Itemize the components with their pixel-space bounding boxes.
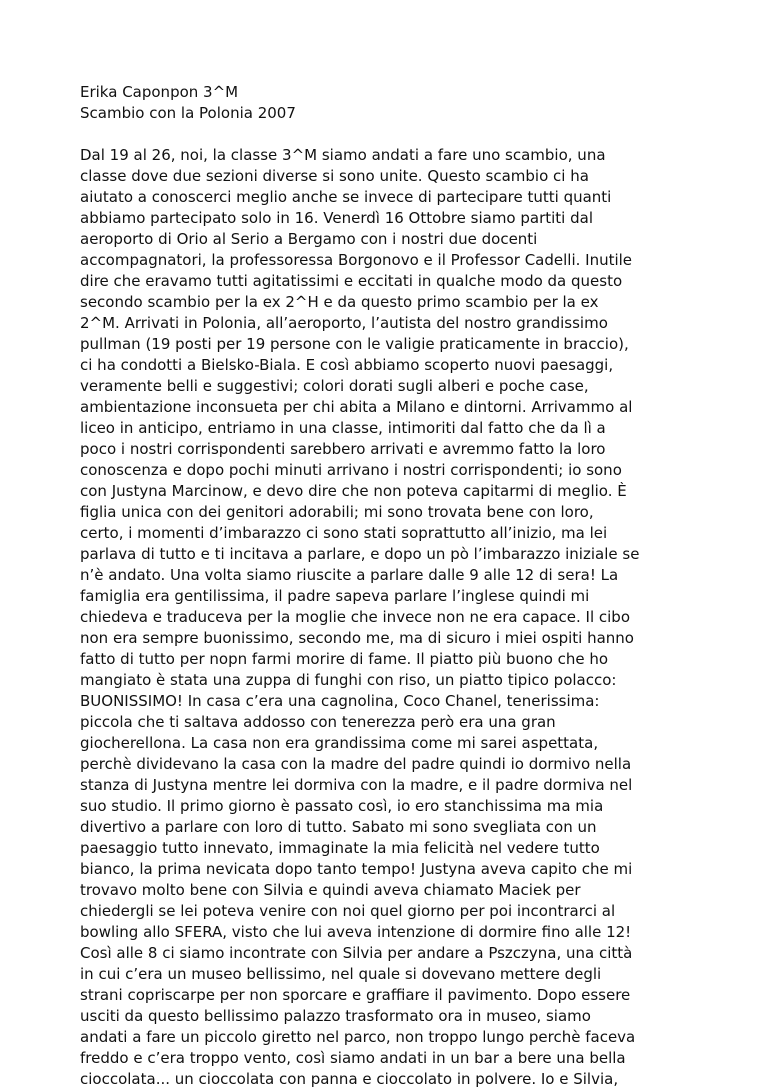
text-line: famiglia era gentilissima, il padre sapeva parlare l’inglese quindi mi [80, 587, 590, 605]
text-line: con Justyna Marcinow, e devo dire che non poteva capitarmi di meglio. È [80, 482, 627, 500]
text-line: mangiato è stata una zuppa di funghi con riso, un piatto tipico polacco: [80, 671, 617, 689]
text-line: classe dove due sezioni diverse si sono unite. Questo scambio ci ha [80, 167, 589, 185]
text-line: poco i nostri corrispondenti sarebbero arrivati e avremmo fatto la loro [80, 440, 606, 458]
text-line: 2^M. Arrivati in Polonia, all’aeroporto, l’autista del nostro grandissimo [80, 314, 608, 332]
text-line: ci ha condotti a Bielsko-Biala. E così abbiamo scoperto nuovi paesaggi, [80, 356, 614, 374]
text-line: andati a fare un piccolo giretto nel parco, non troppo lungo perchè faceva [80, 1028, 636, 1046]
text-line: aiutato a conoscerci meglio anche se invece di partecipare tutti quanti [80, 188, 612, 206]
text-line: Dal 19 al 26, noi, la classe 3^M siamo andati a fare uno scambio, una [80, 146, 606, 164]
text-line: fatto di tutto per nopn farmi morire di fame. Il piatto più buono che ho [80, 650, 609, 668]
text-line: perchè dividevano la casa con la madre del padre quindi io dormivo nella [80, 755, 632, 773]
document-page [80, 82, 696, 1090]
text-line: BUONISSIMO! In casa c’era una cagnolina, Coco Chanel, tenerissima: [80, 692, 600, 710]
text-line: chiedergli se lei poteva venire con noi quel giorno per poi incontrarci al [80, 902, 616, 920]
text-line: chiedeva e traduceva per la moglie che invece non ne era capace. Il cibo [80, 608, 630, 626]
text-line: Così alle 8 ci siamo incontrate con Silvia per andare a Pszczyna, una città [80, 944, 633, 962]
text-line: cioccolata... un cioccolata con panna e cioccolato in polvere. Io e Silvia, [80, 1070, 619, 1088]
document-title: Scambio con la Polonia 2007 [80, 104, 296, 122]
text-line: conoscenza e dopo pochi minuti arrivano i nostri corrispondenti; io sono [80, 461, 622, 479]
text-line: divertivo a parlare con loro di tutto. Sabato mi sono svegliata con un [80, 818, 597, 836]
text-line: giocherellona. La casa non era grandissima come mi sarei aspettata, [80, 734, 599, 752]
body-paragraph [80, 145, 696, 1090]
text-line: stanza di Justyna mentre lei dormiva con la madre, e il padre dormiva nel [80, 776, 633, 794]
text-line: aeroporto di Orio al Serio a Bergamo con i nostri due docenti [80, 230, 538, 248]
text-line: dire che eravamo tutti agitatissimi e eccitati in qualche modo da questo [80, 272, 623, 290]
text-line: certo, i momenti d’imbarazzo ci sono stati soprattutto all’inizio, ma lei [80, 524, 608, 542]
text-line: suo studio. Il primo giorno è passato così, io ero stanchissima ma mia [80, 797, 604, 815]
text-line: figlia unica con dei genitori adorabili; mi sono trovata bene con loro, [80, 503, 594, 521]
text-line: trovavo molto bene con Silvia e quindi aveva chiamato Maciek per [80, 881, 581, 899]
text-line: non era sempre buonissimo, secondo me, ma di sicuro i miei ospiti hanno [80, 629, 634, 647]
text-line: abbiamo partecipato solo in 16. Venerdì 16 Ottobre siamo partiti dal [80, 209, 594, 227]
text-line: bianco, la prima nevicata dopo tanto tempo! Justyna aveva capito che mi [80, 860, 633, 878]
text-line: parlava di tutto e ti incitava a parlare, e dopo un pò l’imbarazzo iniziale se [80, 545, 640, 563]
text-line: accompagnatori, la professoressa Borgonovo e il Professor Cadelli. Inutile [80, 251, 633, 269]
text-line: usciti da questo bellissimo palazzo trasformato ora in museo, siamo [80, 1007, 591, 1025]
text-line: n’è andato. Una volta siamo riuscite a parlare dalle 9 alle 12 di sera! La [80, 566, 619, 584]
author-line: Erika Caponpon 3^M [80, 83, 239, 101]
text-line: strani copriscarpe per non sporcare e graffiare il pavimento. Dopo essere [80, 986, 631, 1004]
text-line: liceo in anticipo, entriamo in una classe, intimoriti dal fatto che da lì a [80, 419, 606, 437]
text-line: secondo scambio per la ex 2^H e da questo primo scambio per la ex [80, 293, 599, 311]
text-line: veramente belli e suggestivi; colori dorati sugli alberi e poche case, [80, 377, 589, 395]
text-line: ambientazione inconsueta per chi abita a Milano e dintorni. Arrivammo al [80, 398, 633, 416]
text-line: pullman (19 posti per 19 persone con le valigie praticamente in braccio), [80, 335, 629, 353]
text-line: paesaggio tutto innevato, immaginate la mia felicità nel vedere tutto [80, 839, 600, 857]
blank-line [80, 124, 696, 145]
text-line: freddo e c’era troppo vento, così siamo andati in un bar a bere una bella [80, 1049, 626, 1067]
text-line: bowling allo SFERA, visto che lui aveva intenzione di dormire fino alle 12! [80, 923, 632, 941]
text-line: piccola che ti saltava addosso con tenerezza però era una gran [80, 713, 556, 731]
text-line: in cui c’era un museo bellissimo, nel quale si dovevano mettere degli [80, 965, 602, 983]
